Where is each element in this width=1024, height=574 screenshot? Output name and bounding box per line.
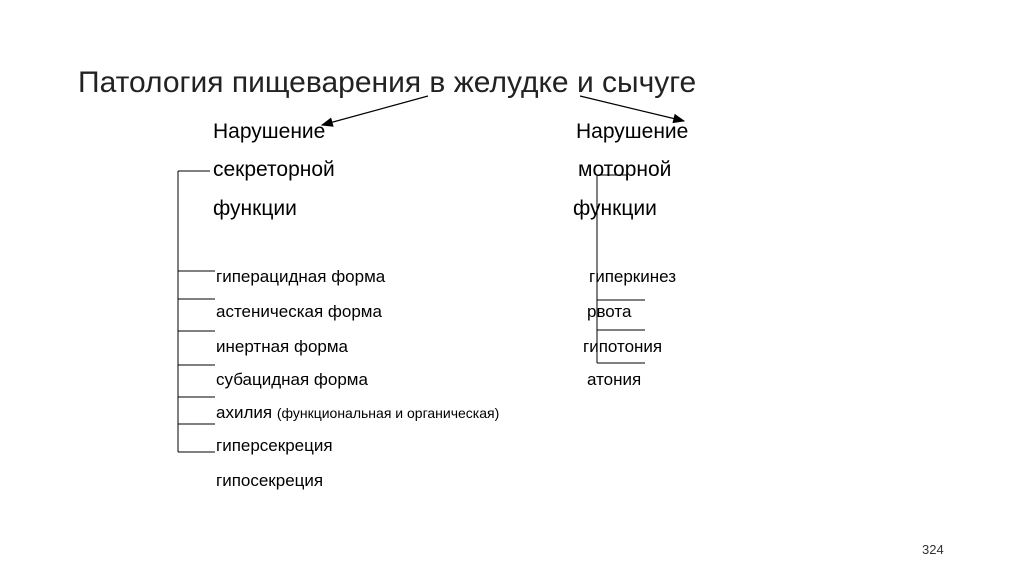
left-item: гиперацидная форма xyxy=(216,267,386,286)
right-item: рвота xyxy=(587,302,632,321)
right-item: гиперкинез xyxy=(589,267,677,286)
left-item: гиперсекреция xyxy=(216,436,333,455)
right-heading-line-1: Нарушение xyxy=(576,120,689,143)
left-item: ахилия xyxy=(216,403,273,422)
right-item: гипотония xyxy=(583,337,663,356)
left-item-note: (функциональная и органическая) xyxy=(276,405,500,421)
left-item: субацидная форма xyxy=(216,370,368,389)
left-heading-line-3: функции xyxy=(213,197,297,220)
right-item: атония xyxy=(587,370,642,389)
left-heading-line-2: секреторной xyxy=(213,158,335,181)
slide-title: Патология пищеварения в желудке и сычуге xyxy=(78,66,697,99)
page-number: 324 xyxy=(922,542,944,557)
left-bracket xyxy=(178,171,215,452)
left-heading-line-1: Нарушение xyxy=(213,120,326,143)
right-heading-line-2: моторной xyxy=(578,158,672,181)
left-item-with-note xyxy=(216,403,499,423)
right-heading-line-3: функции xyxy=(573,197,657,220)
left-item: астеническая форма xyxy=(216,302,382,321)
left-item: инертная форма xyxy=(216,337,349,356)
arrow-to-secretory xyxy=(322,96,428,125)
left-item: гипосекреция xyxy=(216,471,324,490)
